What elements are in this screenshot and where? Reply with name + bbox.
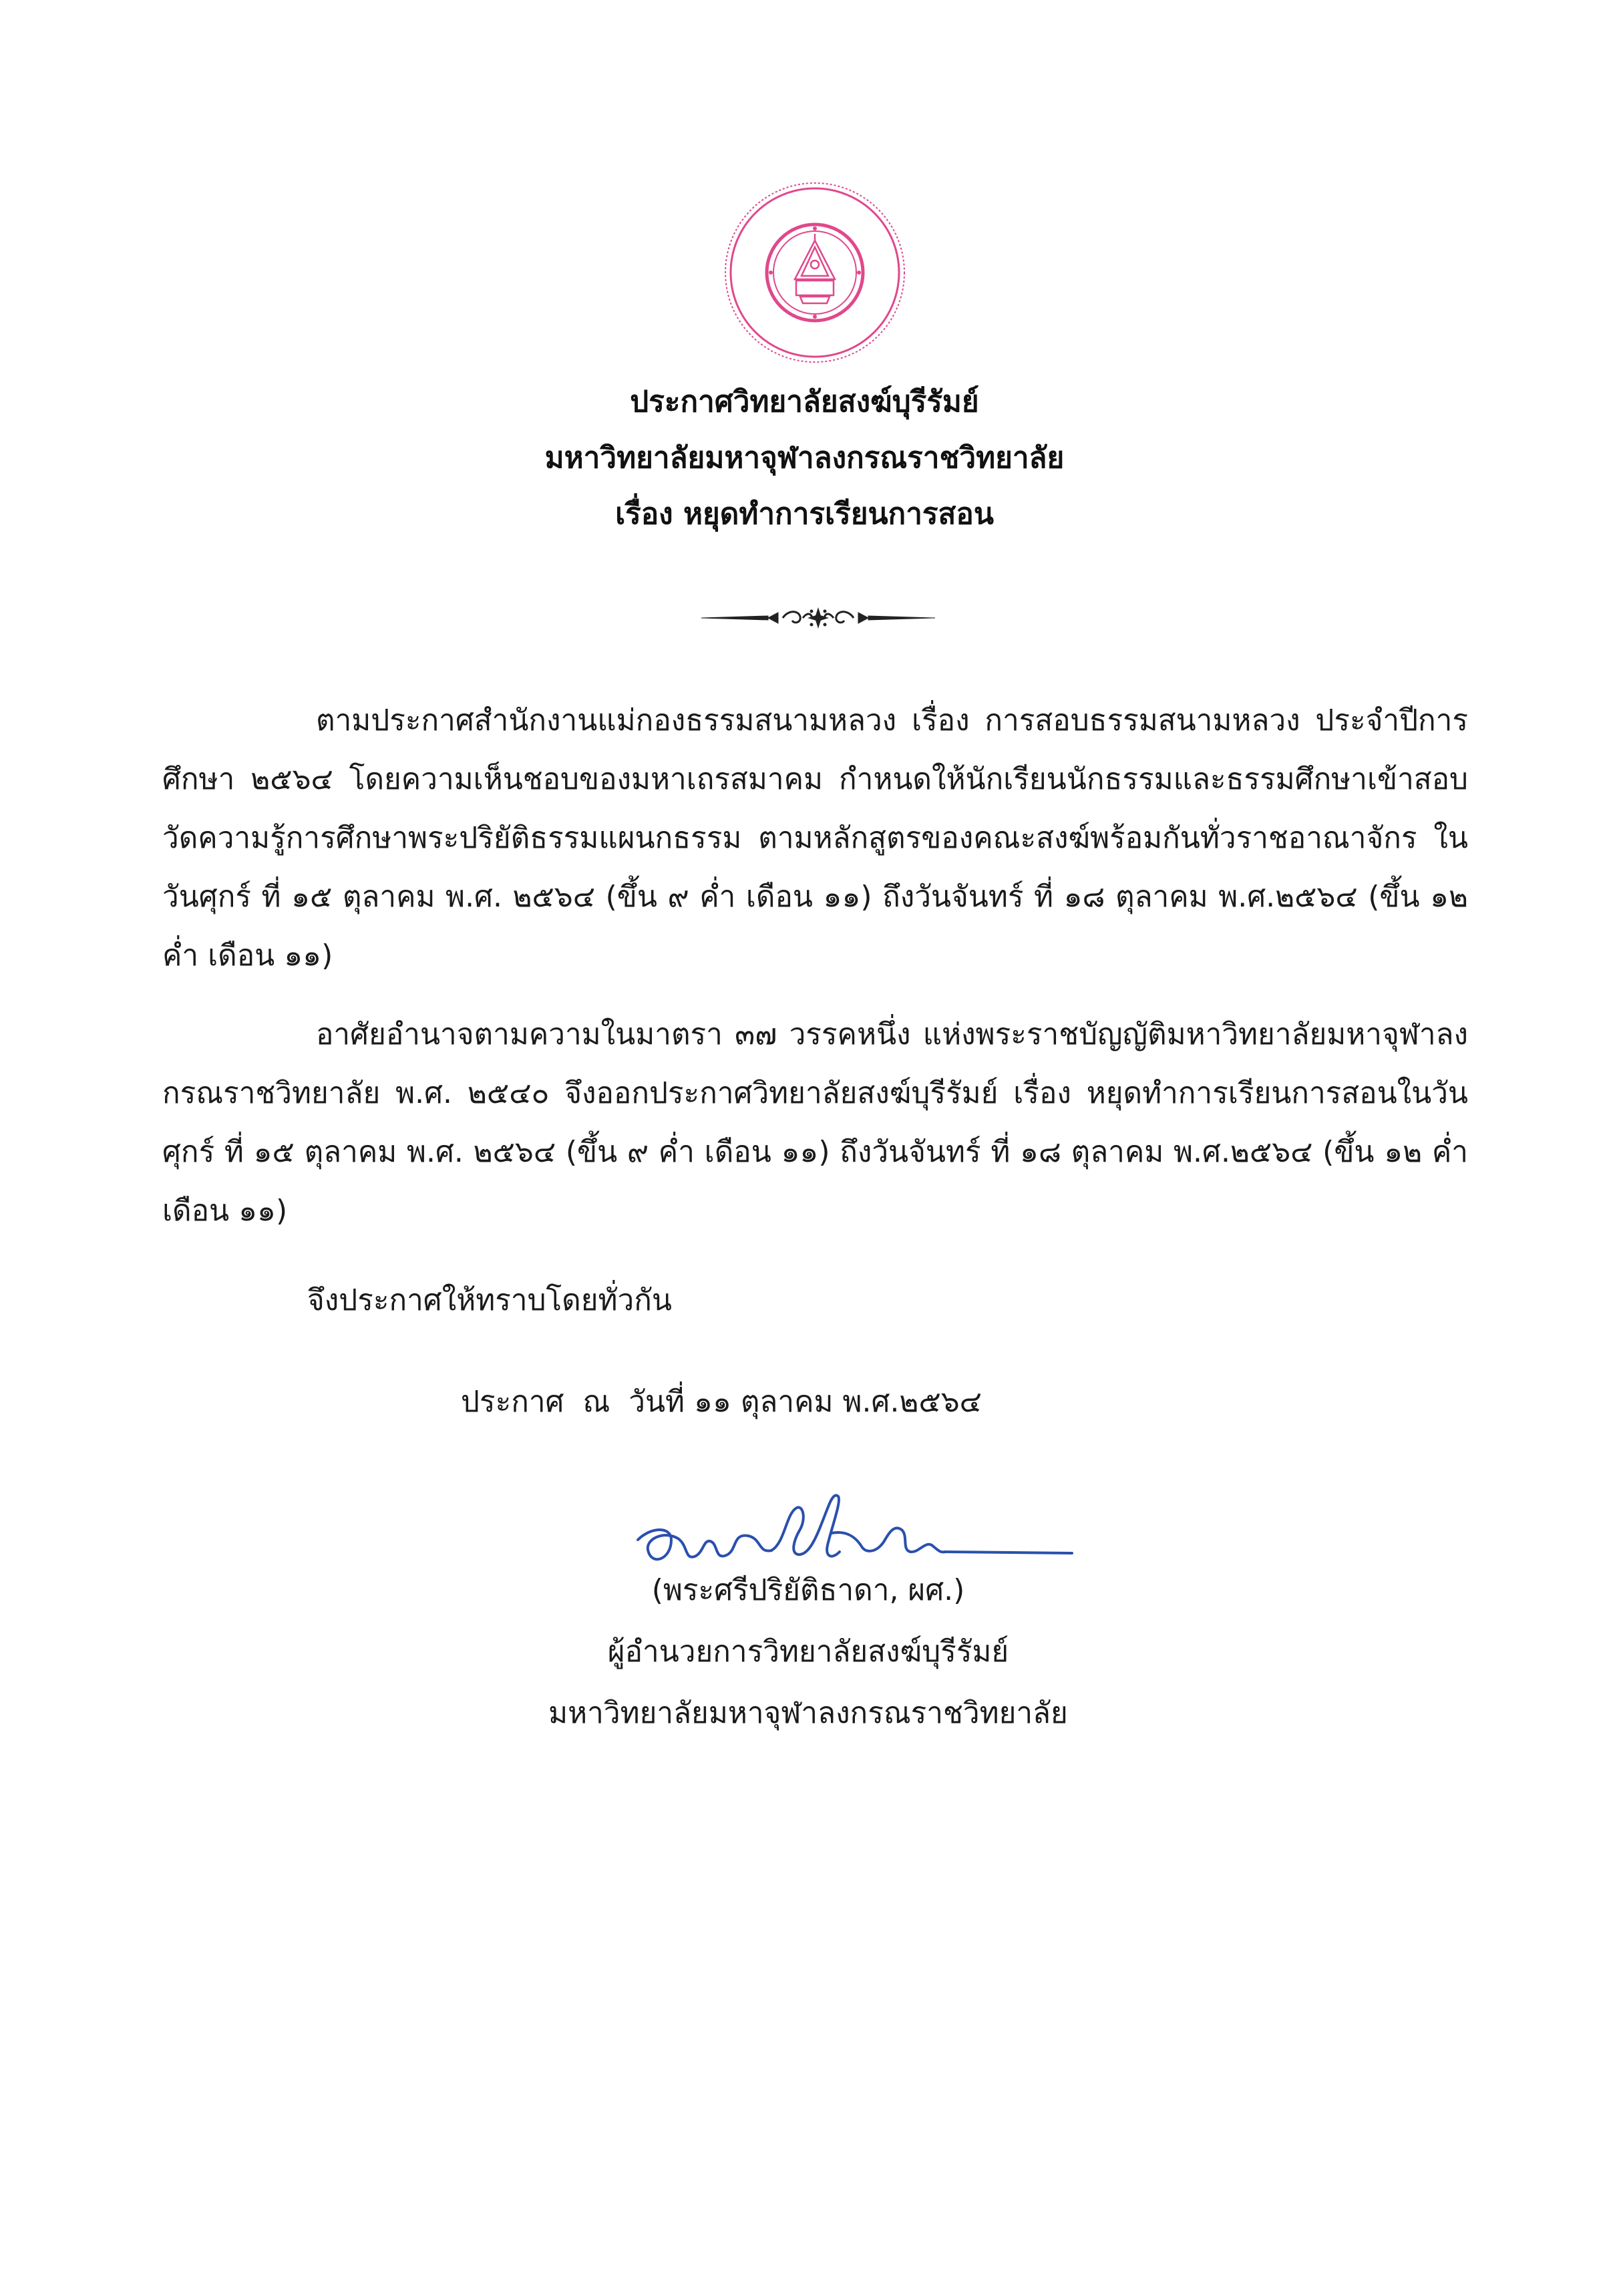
title-line-1: ประกาศวิทยาลัยสงฆ์บุรีรัมย์ [630, 385, 979, 419]
title-line-3: เรื่อง หยุดทำการเรียนการสอน [615, 497, 994, 531]
paragraph-2: อาศัยอำนาจตามความในมาตรา ๓๗ วรรคหนึ่ง แห่งพระราชบัญญัติมหาวิทยาลัยมหาจุฬาลงกรณราชวิทยาลัย พ.ศ. ๒๕๔๐ จึงออกประกาศวิทยาลัยสงฆ์บุรีรัมย์ เรื่อง หยุดทำการเรียนการสอนในวันศุกร์ ที่ ๑๕ ตุลาคม พ.ศ. ๒๕๖๔ (ขึ้น ๙ ค่ำ เดือน ๑๑) ถึงวันจันทร์ ที่ ๑๘ ตุลาคม พ.ศ.๒๕๖๔ (ขึ้น ๑๒ ค่ำ เดือน ๑๑) [162, 1017, 1468, 1228]
signer-organization: มหาวิทยาลัยมหาจุฬาลงกรณราชวิทยาลัย [548, 1696, 1068, 1730]
signer-position: ผู้อำนวยการวิทยาลัยสงฆ์บุรีรัมย์ [607, 1635, 1009, 1669]
university-seal-icon [721, 179, 908, 366]
title-line-2: มหาวิทยาลัยมหาจุฬาลงกรณราชวิทยาลัย [544, 441, 1065, 475]
announcement-date: ประกาศ ณ วันที่ ๑๑ ตุลาคม พ.ศ.๒๕๖๔ [461, 1385, 982, 1419]
closing-statement: จึงประกาศให้ทราบโดยทั่วกัน [307, 1283, 672, 1317]
divider-ornament-icon [695, 598, 942, 638]
paragraph-1: ตามประกาศสำนักงานแม่กองธรรมสนามหลวง เรื่อง การสอบธรรมสนามหลวง ประจำปีการศึกษา ๒๕๖๔ โดยความเห็นชอบของมหาเถรสมาคม กำหนดให้นักเรียนนักธรรมและธรรมศึกษาเข้าสอบวัดความรู้การศึกษาพระปริยัติธรรมแผนกธรรม ตามหลักสูตรของคณะสงฆ์พร้อมกันทั่วราชอาณาจักร ในวันศุกร์ ที่ ๑๕ ตุลาคม พ.ศ. ๒๕๖๔ (ขึ้น ๙ ค่ำ เดือน ๑๑) ถึงวันจันทร์ ที่ ๑๘ ตุลาคม พ.ศ.๒๕๖๔ (ขึ้น ๑๒ ค่ำ เดือน ๑๑) [162, 703, 1468, 973]
signer-name: (พระศรีปริยัติธาดา, ผศ.) [651, 1573, 965, 1607]
signer-block [508, 1560, 1109, 1744]
document-title [0, 374, 1609, 542]
